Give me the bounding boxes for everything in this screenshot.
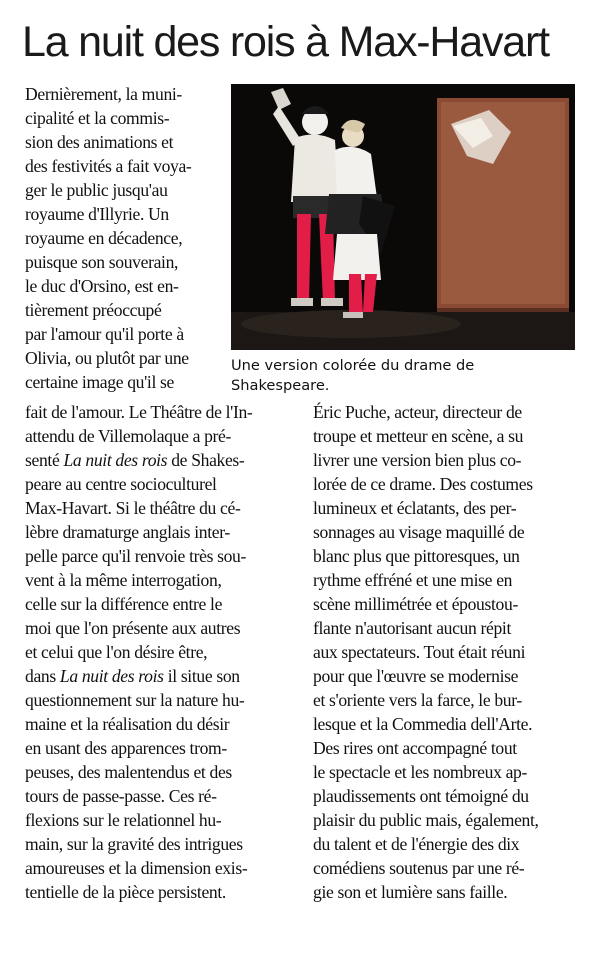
body-text-line: sion des animations et (25, 132, 174, 152)
body-text-line: aux spectateurs. Tout était réuni (313, 642, 526, 662)
body-text-line: maine et la réalisation du désir (25, 714, 230, 734)
body-text-line: moi que l'on présente aux autres (25, 618, 241, 638)
body-text-line: scène millimétrée et époustou- (313, 594, 518, 614)
body-text-line: des festivités a fait voya- (25, 156, 192, 176)
article-headline: La nuit des rois à Max-Havart (22, 18, 549, 66)
body-text-line: Éric Puche, acteur, directeur de (313, 402, 522, 422)
play-title-italic: La nuit des rois (59, 666, 164, 686)
body-text-line: Olivia, ou plutôt par une (25, 348, 189, 368)
body-text-line: Des rires ont accompagné tout (313, 738, 517, 758)
body-text-line: cipalité et la commis- (25, 108, 170, 128)
body-text-fragment: senté (25, 450, 64, 470)
body-text-line: le spectacle et les nombreux ap- (313, 762, 527, 782)
body-text-line: peare au centre socioculturel (25, 474, 217, 494)
body-text-line: gie son et lumière sans faille. (313, 882, 508, 902)
body-text-line: tours de passe-passe. Ces ré- (25, 786, 217, 806)
body-text-fragment: dans (25, 666, 60, 686)
body-text-line: vent à la même interrogation, (25, 570, 222, 590)
body-text-line: tièrement préoccupé (25, 300, 162, 320)
body-text-line: pelle parce qu'il renvoie très sou- (25, 546, 247, 566)
body-text-line: lèbre dramaturge anglais inter- (25, 522, 230, 542)
photo-caption-line: Shakespeare. (231, 377, 330, 394)
body-text-line: lorée de ce drame. Des costumes (313, 474, 533, 494)
body-text-line: par l'amour qu'il porte à (25, 324, 184, 344)
body-text-line: lesque et la Commedia dell'Arte. (313, 714, 533, 734)
body-text-line: attendu de Villemolaque a pré- (25, 426, 232, 446)
body-text-line: pour que l'œuvre se modernise (313, 666, 519, 686)
body-text-line: main, sur la gravité des intrigues (25, 834, 243, 854)
body-text-line: peuses, des malentendus et des (25, 762, 232, 782)
body-text-line: le duc d'Orsino, est en- (25, 276, 179, 296)
theatre-photo-icon (231, 84, 575, 350)
body-text-line: ger le public jusqu'au (25, 180, 168, 200)
body-text-line: livrer une version bien plus co- (313, 450, 522, 470)
body-text-line: questionnement sur la nature hu- (25, 690, 245, 710)
article-photo (231, 84, 575, 350)
body-text-line (25, 664, 240, 688)
body-text-line: celle sur la différence entre le (25, 594, 223, 614)
body-text-line: et celui que l'on désire être, (25, 642, 208, 662)
body-text-line: royaume en décadence, (25, 228, 183, 248)
body-text-line: Max-Havart. Si le théâtre du cé- (25, 498, 241, 518)
body-text-line: fait de l'amour. Le Théâtre de l'In- (25, 402, 253, 422)
body-text-line: en usant des apparences trom- (25, 738, 227, 758)
body-text-line: lumineux et éclatants, des per- (313, 498, 517, 518)
body-text-line: plaisir du public mais, également, (313, 810, 539, 830)
body-text-line: sonnages au visage maquillé de (313, 522, 525, 542)
body-text-line: amoureuses et la dimension exis- (25, 858, 248, 878)
body-text-line: certaine image qu'il se (25, 372, 174, 392)
body-text-line: plaudissements ont témoigné du (313, 786, 529, 806)
photo-caption (231, 356, 581, 396)
body-text-line: comédiens soutenus par une ré- (313, 858, 525, 878)
body-text-line: Dernièrement, la muni- (25, 84, 182, 104)
photo-caption-line: Une version colorée du drame de (231, 357, 475, 374)
body-text-line: flexions sur le relationnel hu- (25, 810, 222, 830)
body-text-line: tentielle de la pièce persistent. (25, 882, 226, 902)
body-text-line: et s'oriente vers la farce, le bur- (313, 690, 522, 710)
play-title-italic: La nuit des rois (63, 450, 168, 470)
body-text-fragment: de Shakes- (167, 450, 245, 470)
body-text-line: royaume d'Illyrie. Un (25, 204, 169, 224)
body-text-fragment: il situe son (163, 666, 240, 686)
body-text-line: du talent et de l'énergie des dix (313, 834, 520, 854)
body-text-line: rythme effréné et une mise en (313, 570, 513, 590)
body-text-line: flante n'autorisant aucun répit (313, 618, 511, 638)
body-text-line: blanc plus que pittoresques, un (313, 546, 520, 566)
body-text-line: troupe et metteur en scène, a su (313, 426, 524, 446)
body-text-line: puisque son souverain, (25, 252, 179, 272)
body-text-line (25, 448, 244, 472)
